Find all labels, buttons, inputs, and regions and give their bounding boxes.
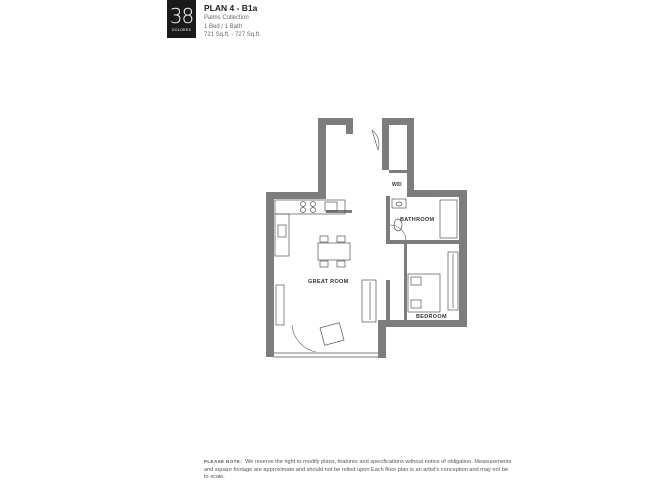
dining-table [318,236,350,267]
media-unit [276,285,284,325]
plan-collection: Palms Collection [204,15,249,21]
logo-subtitle: DOLORES [171,28,192,32]
disclaimer-lead: PLEASE NOTE: [204,459,243,464]
logo-number: 38 [169,4,194,28]
plan-area: 721 Sq.ft. - 727 Sq.ft. [204,32,261,38]
armchair [320,323,344,346]
label-washer-dryer: W/D [392,182,402,188]
bed [408,274,440,312]
plan-beds-baths: 1 Bed / 1 Bath [204,23,243,30]
balcony-outline [274,353,378,357]
plan-title: PLAN 4 - B1a [204,3,258,13]
disclaimer-text: We reserve the right to modify plans, features and specifications without notice of obligation. Measurements and square footage are approximate and should not be relied upon Each floor plan is an artist's conception and may not be to scale. [204,459,512,480]
label-great-room: GREAT ROOM [308,279,349,285]
disclaimer [204,458,514,482]
label-bathroom: BATHROOM [400,217,435,223]
kitchen [275,200,345,256]
label-bedroom: BEDROOM [416,314,447,320]
sofa [362,280,376,322]
closet [448,252,458,310]
